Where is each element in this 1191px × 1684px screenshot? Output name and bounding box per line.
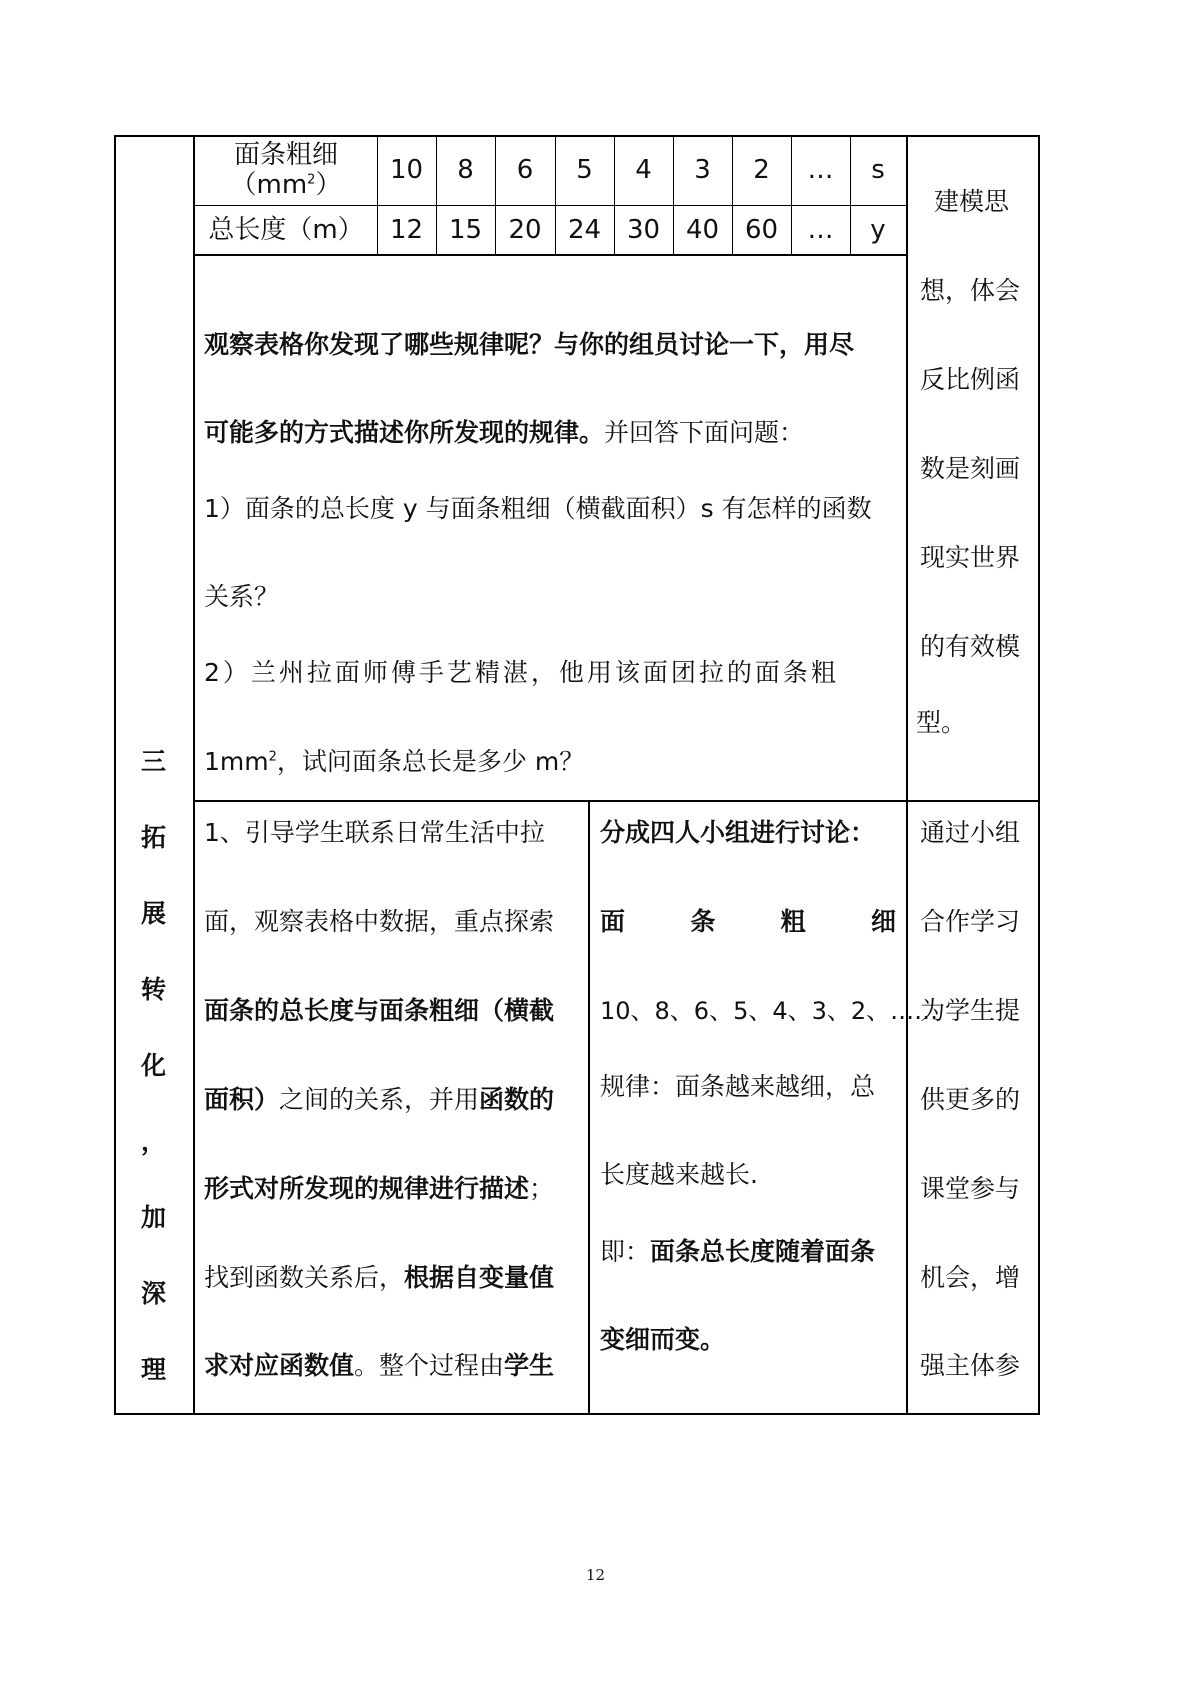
intent-line: 课堂参与 — [920, 1174, 1021, 1203]
teacher-line: 面，观察表格中数据，重点探索 — [204, 907, 555, 936]
student-line: 面 条 粗 细 — [600, 907, 896, 936]
row2-cell: 15 — [448, 215, 483, 245]
row1-cell: … — [807, 155, 834, 185]
intent-line: 为学生提 — [920, 996, 1021, 1025]
teacher-line: 1、引导学生联系日常生活中拉 — [204, 818, 545, 847]
student-line: 分成四人小组进行讨论： — [600, 818, 876, 847]
section-label-char: ， — [141, 1127, 167, 1156]
row2-cell: 12 — [389, 215, 424, 245]
row1-cell: 8 — [457, 155, 474, 185]
student-line: 规律：面条越来越细，总 — [600, 1072, 876, 1101]
row1-label: 面条粗细 $(mm^2)$ — [230, 140, 342, 200]
section-label-char: 三 — [141, 747, 167, 776]
teacher-line: 面条的总长度与面条粗细（横截 — [204, 996, 555, 1025]
student-line: 长度越来越长. — [600, 1160, 758, 1189]
section-label-char: 展 — [141, 899, 167, 928]
section-label-char: 转 — [141, 975, 167, 1004]
row1-cell: 6 — [516, 155, 534, 185]
teacher-line: 面积）之间的关系，并用函数的 — [204, 1085, 555, 1114]
intent-line: 现实世界 — [920, 543, 1021, 572]
section-label-char: 拓 — [141, 823, 167, 852]
question-line: 关系？ — [204, 582, 280, 611]
intent-line: 建模思 — [934, 187, 1010, 216]
question-line: 可能多的方式描述你所发现的规律。并回答下面问题： — [204, 418, 805, 447]
row2-cell: 20 — [508, 215, 542, 245]
section-label-char: 深 — [141, 1279, 167, 1308]
row1-cell: 2 — [753, 155, 770, 185]
teacher-line: 求对应函数值。整个过程由学生 — [204, 1351, 555, 1380]
question-line: $1mm^2$，试问面条总长是多少 m？ — [204, 747, 585, 776]
row2-cell: 30 — [626, 215, 661, 245]
intent-line: 型。 — [916, 708, 967, 737]
row2-label: 总长度（m） — [208, 215, 364, 245]
teacher-line: 形式对所发现的规律进行描述； — [204, 1174, 555, 1203]
row2-cell: y — [870, 215, 886, 245]
row2-cell: 24 — [567, 215, 602, 245]
row2-cell: 60 — [744, 215, 779, 245]
page-number: 12 — [585, 1566, 606, 1584]
intent-line: 反比例函 — [920, 365, 1021, 394]
row2-cell: … — [807, 215, 834, 245]
section-label-char: 化 — [141, 1051, 167, 1080]
section-label-char: 加 — [141, 1203, 167, 1232]
intent-line: 合作学习 — [920, 907, 1021, 936]
student-line: 即：面条总长度随着面条 — [600, 1237, 876, 1266]
intent-line: 通过小组 — [920, 818, 1021, 847]
row1-cell: 10 — [389, 155, 424, 185]
student-line: 10、8、6、5、4、3、2、…… — [600, 997, 939, 1025]
student-line: 变细而变。 — [600, 1325, 726, 1354]
intent-line: 供更多的 — [920, 1085, 1021, 1114]
intent-line: 的有效模 — [920, 632, 1021, 661]
question-line: 1）面条的总长度 y 与面条粗细（横截面积）s 有怎样的函数 — [204, 494, 872, 523]
question-line: 2）兰州拉面师傅手艺精湛，他用该面团拉的面条粗 — [204, 658, 839, 687]
question-line: 观察表格你发现了哪些规律呢？与你的组员讨论一下，用尽 — [204, 330, 855, 359]
row1-cell: 4 — [635, 155, 652, 185]
intent-line: 强主体参 — [920, 1351, 1021, 1380]
intent-line: 数是刻画 — [920, 454, 1021, 483]
intent-line: 机会，增 — [920, 1263, 1021, 1292]
section-label-char: 理 — [141, 1355, 167, 1384]
row2-cell: 40 — [685, 215, 720, 245]
intent-line: 想，体会 — [920, 276, 1021, 305]
teacher-line: 找到函数关系后，根据自变量值 — [204, 1263, 555, 1292]
row1-cell: 3 — [694, 155, 711, 185]
row1-cell: 5 — [576, 155, 593, 185]
row1-cell: s — [871, 155, 885, 185]
